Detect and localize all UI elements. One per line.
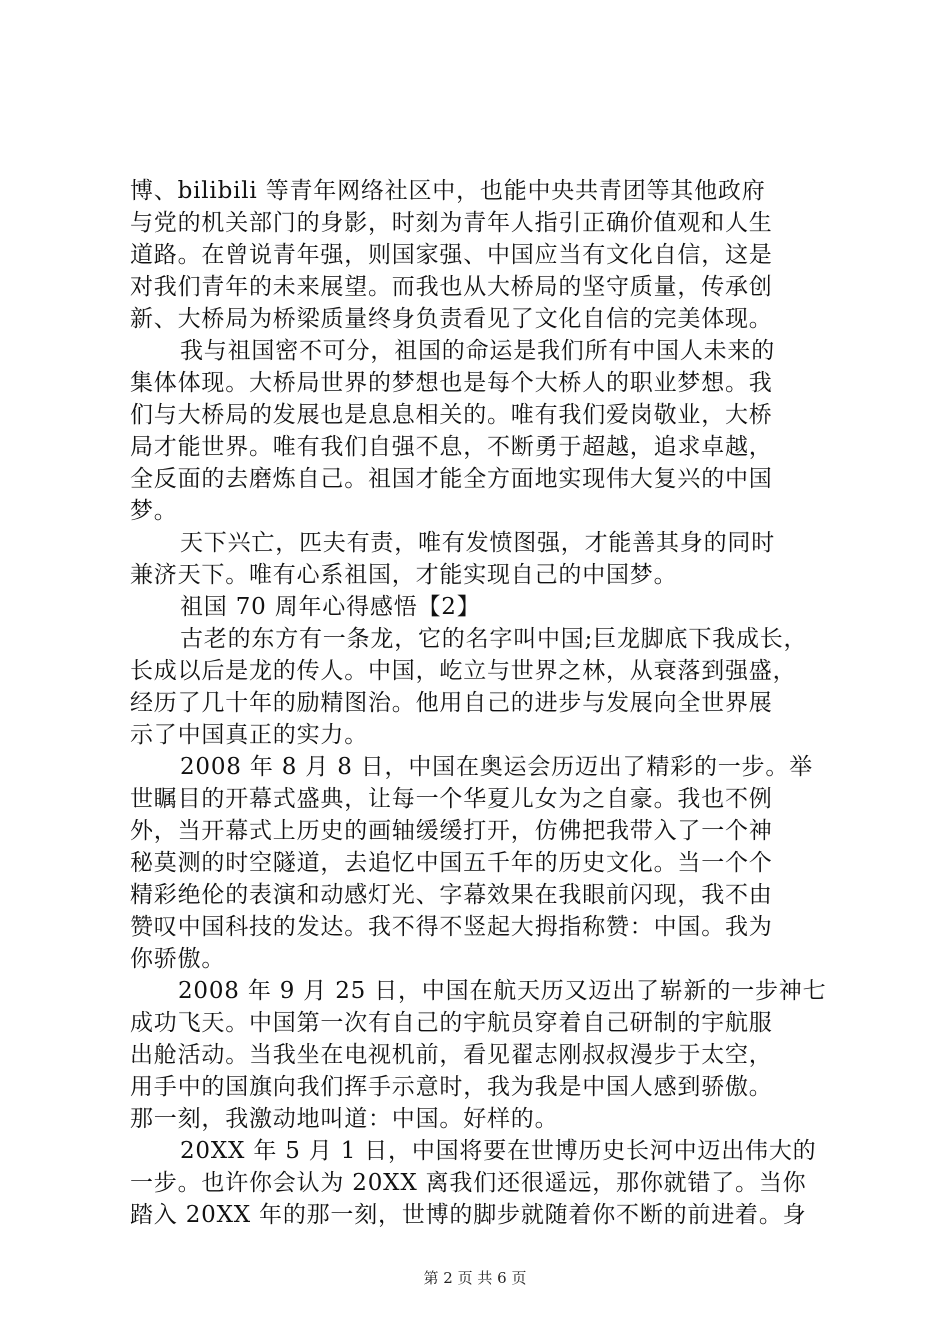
text-line: 长成以后是龙的传人。中国，屹立与世界之林，从衰落到强盛， [130, 658, 797, 684]
text-line: 出舱活动。当我坐在电视机前，看见翟志刚叔叔漫步于太空， [130, 1042, 773, 1068]
text-line: 用手中的国旗向我们挥手示意时，我为我是中国人感到骄傲。 [130, 1074, 773, 1100]
text-line: 对我们青年的未来展望。而我也从大桥局的坚守质量，传承创 [130, 274, 773, 300]
text-line: 与党的机关部门的身影，时刻为青年人指引正确价值观和人生 [130, 210, 773, 236]
text-line: 全反面的去磨炼自己。祖国才能全方面地实现伟大复兴的中国 [130, 466, 773, 492]
paragraph-start-line: 我与祖国密不可分，祖国的命运是我们所有中国人未来的 [180, 338, 775, 364]
paragraph-start-line: 20XX 年 5 月 1 日，中国将要在世博历史长河中迈出伟大的 [180, 1138, 817, 1164]
text-line: 外，当开幕式上历史的画轴缓缓打开，仿佛把我带入了一个神 [130, 818, 773, 844]
text-line: 兼济天下。唯有心系祖国，才能实现自己的中国梦。 [130, 562, 678, 588]
text-line: 你骄傲。 [130, 946, 226, 972]
text-line: 梦。 [130, 498, 178, 524]
text-line: 局才能世界。唯有我们自强不息，不断勇于超越，追求卓越， [130, 434, 773, 460]
section-heading: 祖国 70 周年心得感悟【2】 [180, 594, 481, 620]
text-line: 成功飞天。中国第一次有自己的宇航员穿着自己研制的宇航服 [130, 1010, 773, 1036]
text-line: 道路。在曾说青年强，则国家强、中国应当有文化自信，这是 [130, 242, 773, 268]
text-line: 那一刻，我激动地叫道：中国。好样的。 [130, 1106, 559, 1132]
text-line: 新、大桥局为桥梁质量终身负责看见了文化自信的完美体现。 [130, 306, 773, 332]
paragraph-start-line: 2008 年 9 月 25 日，中国在航天历又迈出了崭新的一步神七 [178, 978, 827, 1004]
text-line: 们与大桥局的发展也是息息相关的。唯有我们爱岗敬业，大桥 [130, 402, 773, 428]
text-line: 秘莫测的时空隧道，去追忆中国五千年的历史文化。当一个个 [130, 850, 773, 876]
page-footer: 第 2 页 共 6 页 [423, 1269, 527, 1287]
paragraph-start-line: 古老的东方有一条龙，它的名字叫中国;巨龙脚底下我成长， [180, 626, 808, 652]
text-line: 一步。也许你会认为 20XX 离我们还很遥远，那你就错了。当你 [130, 1170, 807, 1196]
text-line: 示了中国真正的实力。 [130, 722, 368, 748]
text-line: 博、bilibili 等青年网络社区中，也能中央共青团等其他政府 [130, 178, 766, 204]
text-line: 踏入 20XX 年的那一刻，世博的脚步就随着你不断的前进着。身 [130, 1202, 807, 1228]
text-line: 精彩绝伦的表演和动感灯光、字幕效果在我眼前闪现，我不由 [130, 882, 773, 908]
paragraph-start-line: 2008 年 8 月 8 日，中国在奥运会历迈出了精彩的一步。举 [180, 754, 813, 780]
text-line: 世瞩目的开幕式盛典，让每一个华夏儿女为之自豪。我也不例 [130, 786, 773, 812]
paragraph-start-line: 天下兴亡，匹夫有责，唯有发愤图强，才能善其身的同时 [180, 530, 775, 556]
text-line: 赞叹中国科技的发达。我不得不竖起大拇指称赞：中国。我为 [130, 914, 773, 940]
text-line: 集体体现。大桥局世界的梦想也是每个大桥人的职业梦想。我 [130, 370, 773, 396]
text-line: 经历了几十年的励精图治。他用自己的进步与发展向全世界展 [130, 690, 773, 716]
